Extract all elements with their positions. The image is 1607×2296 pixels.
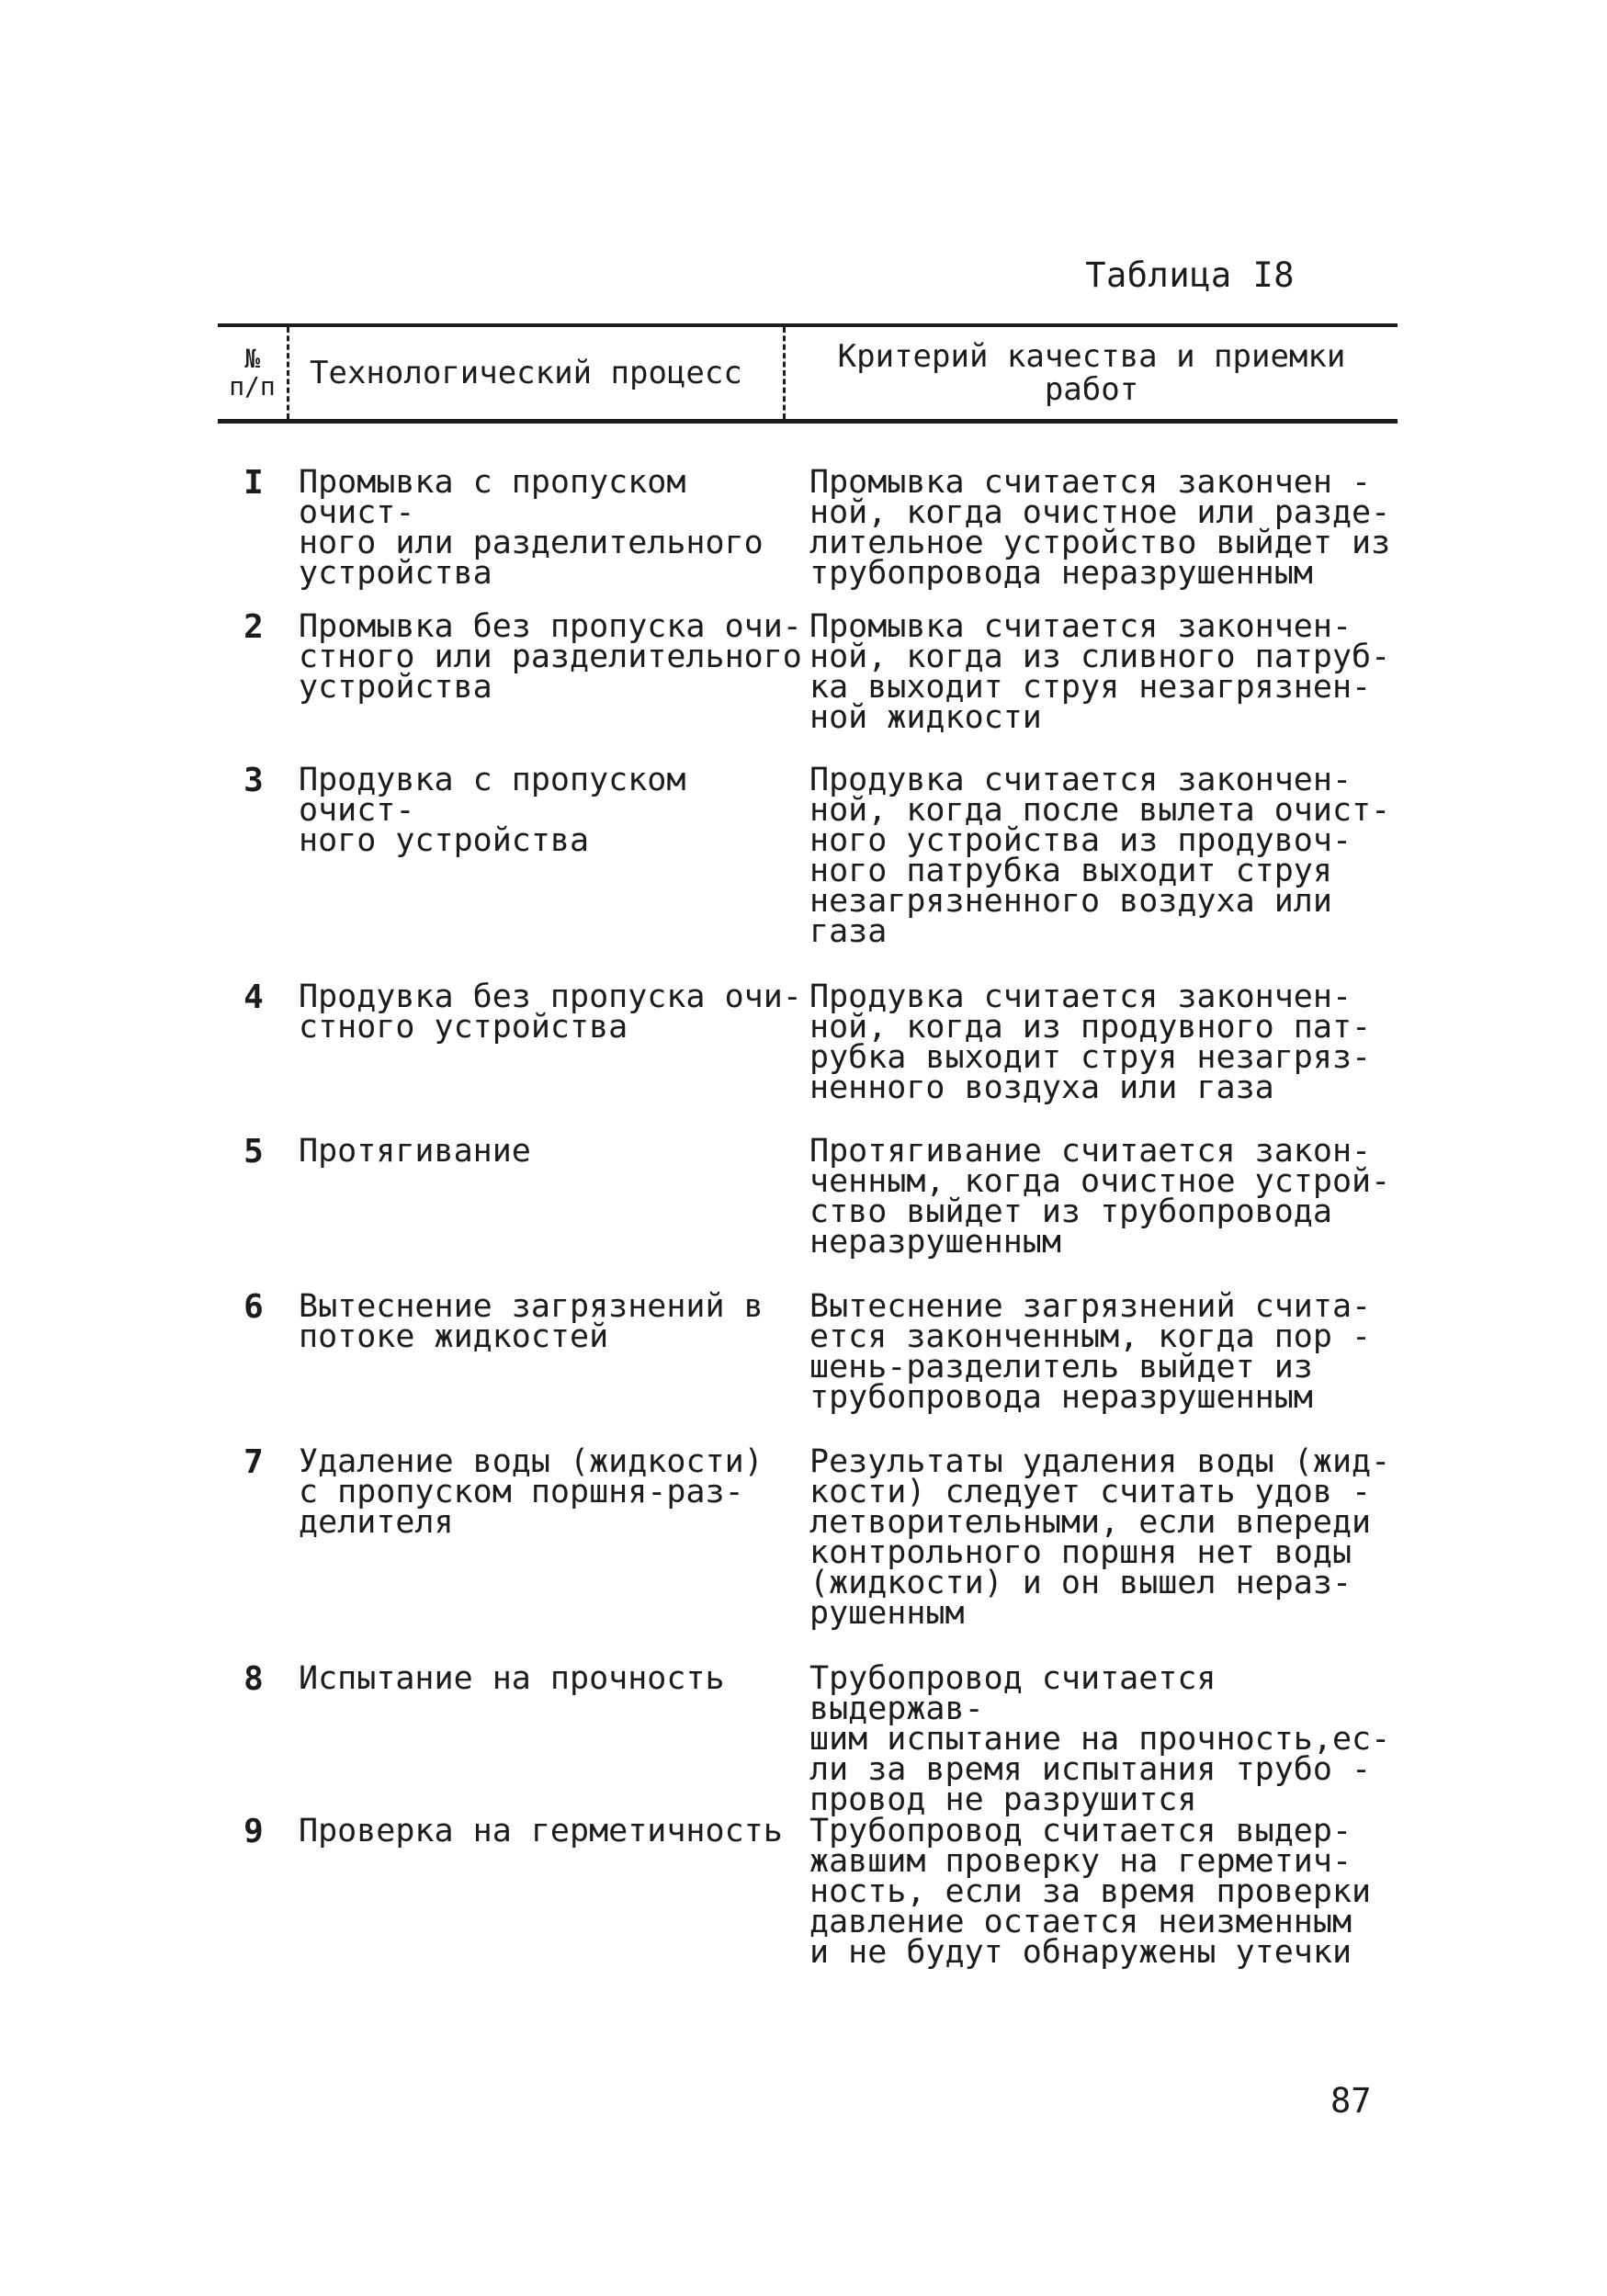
row-criterion — [804, 762, 1403, 950]
table-row — [218, 464, 1403, 592]
row-criterion — [804, 1288, 1403, 1416]
row-number: 6 — [243, 1288, 264, 1326]
criterion-line: Протягивание считается закон- — [809, 1133, 1372, 1170]
criterion-line: ченным, когда очистное устрой- — [809, 1163, 1391, 1200]
criterion-line: шень-разделитель выйдет из — [809, 1349, 1313, 1386]
table-row — [218, 1813, 1403, 1971]
row-process — [289, 1813, 804, 1968]
criterion-line: Трубопровод считается выдер- — [809, 1813, 1352, 1849]
header-number-symbol: № — [244, 344, 260, 374]
criterion-line: ной, когда из продувного пат- — [809, 1009, 1372, 1046]
criterion-line: неразрушенным — [809, 1224, 1061, 1261]
criterion-line: ненного воздуха или газа — [809, 1069, 1274, 1106]
criterion-line: (жидкости) и он вышел нераз- — [809, 1565, 1352, 1601]
row-number: 2 — [243, 608, 264, 646]
process-line: стного или разделительного — [299, 639, 802, 675]
row-criterion — [804, 1443, 1403, 1632]
table-header-row — [218, 327, 1398, 419]
table-caption: Таблица I8 — [1085, 255, 1295, 295]
criterion-line: газа — [809, 913, 888, 950]
criterion-line: Продувка считается закончен- — [809, 978, 1352, 1015]
criterion-line: шим испытание на прочность,ес- — [809, 1721, 1391, 1758]
table-row — [218, 1133, 1403, 1261]
criterion-line: Результаты удаления воды (жид- — [809, 1443, 1391, 1480]
criterion-line: провод не разрушится — [809, 1781, 1197, 1818]
criterion-line: ной, когда из сливного патруб- — [809, 639, 1391, 675]
header-number-cell — [218, 327, 289, 419]
page-number: 87 — [1330, 2081, 1372, 2121]
table-header-rule — [218, 419, 1398, 424]
row-number: I — [243, 464, 264, 502]
row-process — [289, 978, 804, 1103]
criterion-line: ется законченным, когда пор - — [809, 1318, 1372, 1355]
criterion-line: Промывка считается закончен - — [809, 464, 1372, 501]
row-process — [289, 762, 804, 947]
process-line: Протягивание — [299, 1133, 531, 1170]
table-row — [218, 978, 1403, 1106]
process-line: делителя — [299, 1504, 454, 1541]
process-line: устройства — [299, 669, 492, 706]
criterion-line: кости) следует считать удов - — [809, 1474, 1372, 1510]
row-process — [289, 1133, 804, 1258]
table-row — [218, 608, 1403, 736]
criterion-line: жавшим проверку на герметич- — [809, 1843, 1352, 1880]
criterion-line: ной, когда очистное или разде- — [809, 494, 1391, 531]
criterion-line: давление остается неизменным — [809, 1904, 1352, 1940]
process-line: Продувка с пропуском очист- — [299, 762, 686, 829]
criterion-line: трубопровода неразрушенным — [809, 555, 1313, 592]
row-number: 3 — [243, 762, 264, 799]
criterion-line: рушенным — [809, 1595, 965, 1632]
criterion-line: лительное устройство выйдет из — [809, 525, 1391, 561]
process-line: стного устройства — [299, 1009, 628, 1046]
process-line: Продувка без пропуска очи- — [299, 978, 802, 1015]
criterion-line: Вытеснение загрязнений счита- — [809, 1288, 1372, 1325]
criterion-line: летворительными, если впереди — [809, 1504, 1372, 1541]
row-process — [289, 1288, 804, 1413]
row-process — [289, 1443, 804, 1629]
criterion-line: трубопровода неразрушенным — [809, 1379, 1313, 1416]
criterion-line: ство выйдет из трубопровода — [809, 1193, 1332, 1230]
criterion-line: ли за время испытания трубо - — [809, 1751, 1372, 1788]
criterion-line: Продувка считается закончен- — [809, 762, 1352, 798]
table-row — [218, 1660, 1403, 1818]
process-line: с пропуском поршня-раз- — [299, 1474, 744, 1510]
process-line: Промывка без пропуска очи- — [299, 608, 802, 645]
row-criterion — [804, 1133, 1403, 1261]
row-number: 7 — [243, 1443, 264, 1481]
row-criterion — [804, 608, 1403, 736]
row-criterion — [804, 978, 1403, 1106]
process-line: Испытание на прочность — [299, 1660, 725, 1697]
criterion-line: ной жидкости — [809, 699, 1042, 736]
criterion-line: Трубопровод считается выдержав- — [809, 1660, 1217, 1727]
row-criterion — [804, 1813, 1403, 1971]
criterion-line: ной, когда после вылета очист- — [809, 792, 1391, 829]
criterion-line: ность, если за время проверки — [809, 1873, 1372, 1910]
process-line: Проверка на герметичность — [299, 1813, 783, 1849]
criterion-line: ного устройства из продувоч- — [809, 822, 1352, 859]
process-line: Промывка с пропуском очист- — [299, 464, 686, 531]
process-line: потоке жидкостей — [299, 1318, 609, 1355]
table-row — [218, 762, 1403, 950]
row-process — [289, 464, 804, 592]
process-line: устройства — [299, 555, 492, 592]
table-18 — [218, 323, 1398, 1971]
header-number-abbr: п/п — [229, 371, 276, 402]
process-line: ного или разделительного — [299, 525, 764, 561]
process-line: Удаление воды (жидкости) — [299, 1443, 764, 1480]
criterion-line: Промывка считается закончен- — [809, 608, 1352, 645]
row-number: 9 — [243, 1813, 264, 1850]
process-line: ного устройства — [299, 822, 590, 859]
row-number: 5 — [243, 1133, 264, 1171]
criterion-line: ка выходит струя незагрязнен- — [809, 669, 1372, 706]
row-number: 8 — [243, 1660, 264, 1698]
process-line: Вытеснение загрязнений в — [299, 1288, 764, 1325]
row-criterion — [804, 1660, 1403, 1818]
row-process — [289, 1660, 804, 1815]
criterion-line: незагрязненного воздуха или — [809, 883, 1332, 920]
header-criterion-cell: Критерий качества и приемки работ — [837, 338, 1346, 408]
table-row — [218, 1288, 1403, 1416]
row-number: 4 — [243, 978, 264, 1016]
criterion-line: ного патрубка выходит струя — [809, 853, 1332, 889]
row-process — [289, 608, 804, 733]
criterion-line: и не будут обнаружены утечки — [809, 1934, 1352, 1971]
criterion-line: контрольного поршня нет воды — [809, 1534, 1352, 1571]
header-process-cell: Технологический процесс — [289, 327, 786, 419]
criterion-line: рубка выходит струя незагряз- — [809, 1039, 1372, 1076]
row-criterion — [804, 464, 1403, 592]
table-row — [218, 1443, 1403, 1632]
